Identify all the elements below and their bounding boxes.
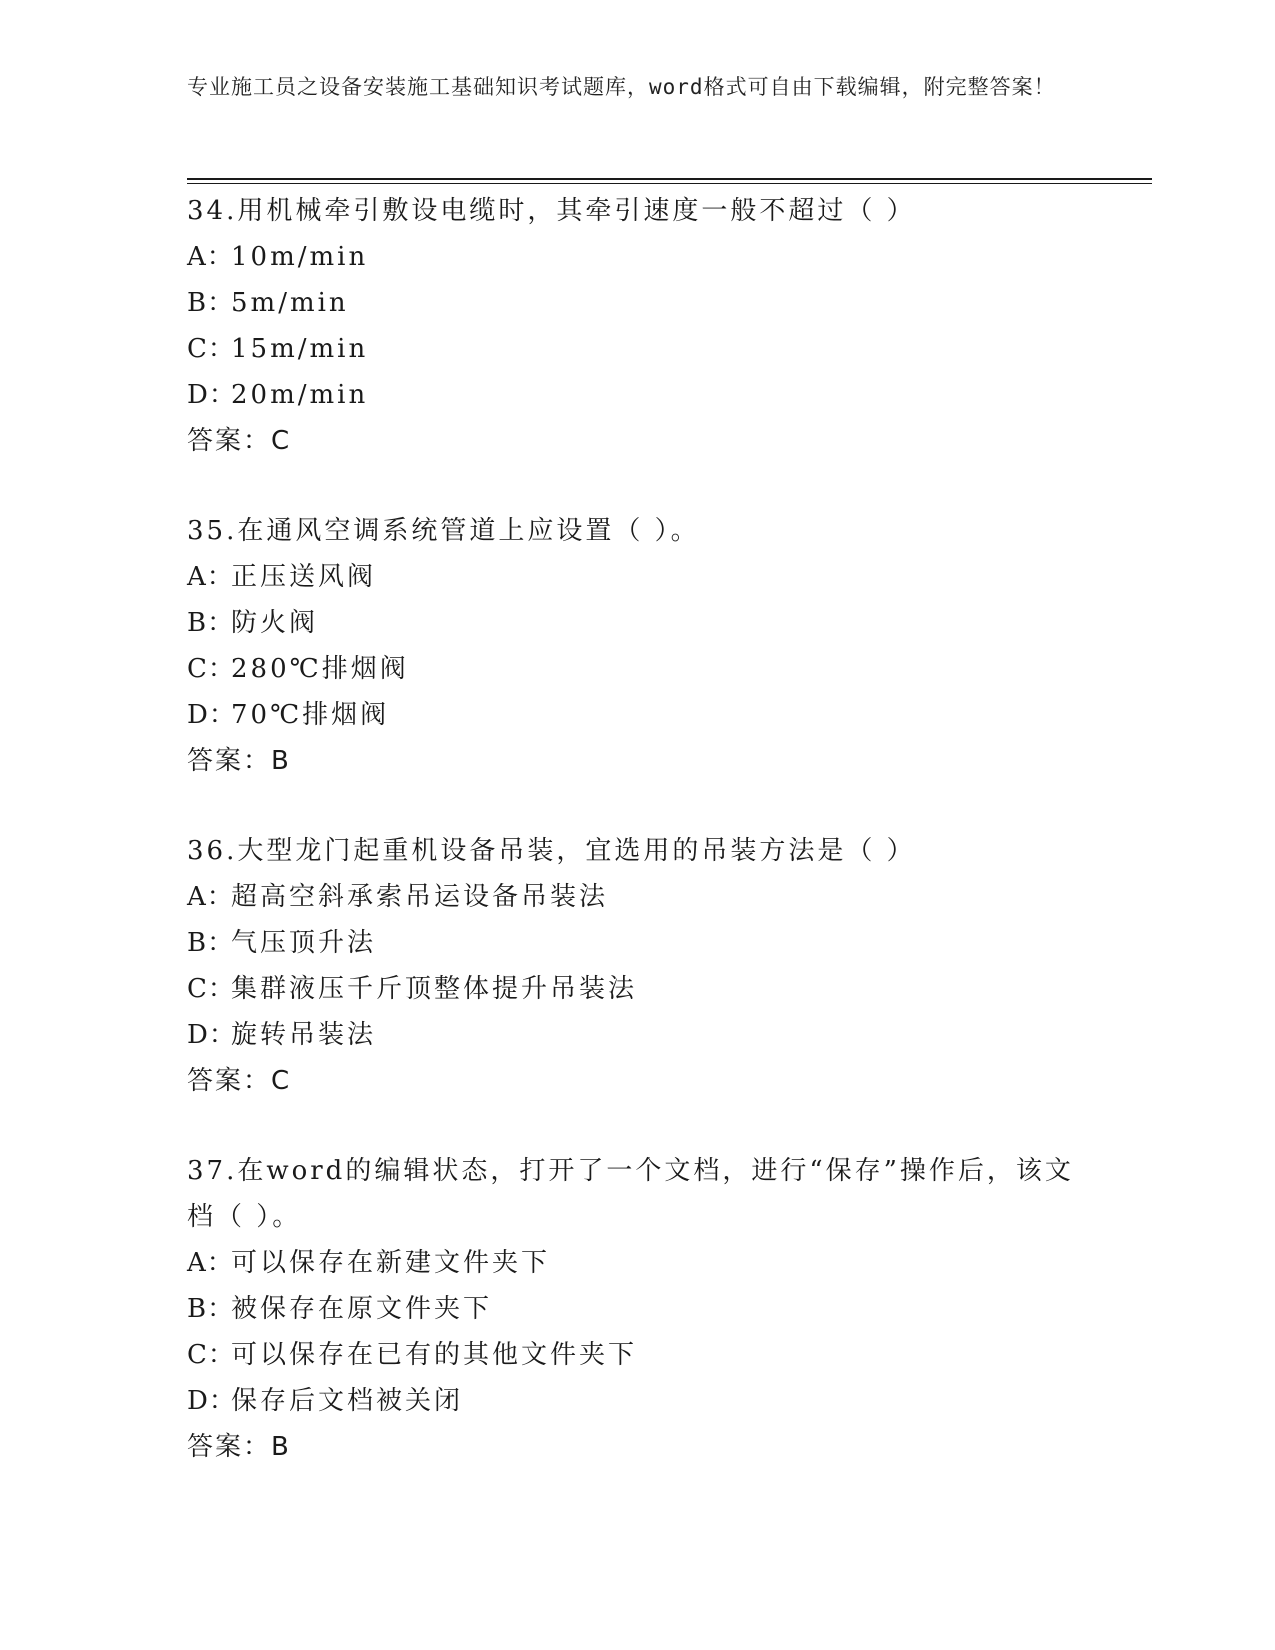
answer: 答案：C [187, 1066, 292, 1096]
option-key: A： [187, 882, 234, 912]
option-text: 超高空斜承索吊运设备吊装法 [231, 882, 609, 912]
option-b [187, 280, 1087, 326]
option-a [187, 554, 1087, 600]
question-stem: 36.大型龙门起重机设备吊装，宜选用的吊装方法是（ ） [187, 836, 916, 866]
option-key: B： [187, 608, 235, 638]
question-stem: 37.在word的编辑状态，打开了一个文档，进行“保存”操作后，该文档（ ）。 [187, 1156, 1074, 1232]
option-key: A： [187, 562, 234, 592]
question-36 [187, 828, 1087, 1104]
option-text: 正压送风阀 [231, 562, 377, 592]
option-text: 70℃排烟阀 [231, 700, 390, 730]
question-stem: 35.在通风空调系统管道上应设置（ ）。 [187, 516, 700, 546]
option-text: 气压顶升法 [231, 928, 377, 958]
option-b [187, 920, 1087, 966]
option-text: 旋转吊装法 [231, 1020, 377, 1050]
option-text: 5m/min [231, 288, 349, 318]
option-c [187, 646, 1087, 692]
option-key: A： [187, 242, 234, 272]
option-key: C： [187, 654, 235, 684]
option-b [187, 1286, 1087, 1332]
option-text: 被保存在原文件夹下 [231, 1294, 493, 1324]
option-key: D： [187, 1020, 236, 1050]
header-divider-thin [187, 183, 1152, 184]
question-34 [187, 188, 1087, 464]
option-key: D： [187, 1386, 236, 1416]
option-key: D： [187, 700, 236, 730]
answer: 答案：B [187, 746, 291, 776]
option-text: 防火阀 [231, 608, 319, 638]
option-d [187, 372, 1087, 418]
option-c [187, 326, 1087, 372]
option-key: B： [187, 928, 235, 958]
option-text: 可以保存在已有的其他文件夹下 [231, 1340, 638, 1370]
option-a [187, 1240, 1087, 1286]
option-key: D： [187, 380, 236, 410]
option-text: 保存后文档被关闭 [231, 1386, 464, 1416]
option-d [187, 1378, 1087, 1424]
option-key: B： [187, 1294, 235, 1324]
option-a [187, 234, 1087, 280]
option-text: 280℃排烟阀 [231, 654, 409, 684]
option-text: 15m/min [231, 334, 369, 364]
option-d [187, 692, 1087, 738]
option-text: 集群液压千斤顶整体提升吊装法 [231, 974, 638, 1004]
document-header: 专业施工员之设备安装施工基础知识考试题库，word格式可自由下载编辑，附完整答案！ [187, 75, 1056, 99]
question-35 [187, 508, 1087, 784]
option-text: 20m/min [231, 380, 369, 410]
option-key: B： [187, 288, 235, 318]
option-text: 10m/min [231, 242, 369, 272]
option-text: 可以保存在新建文件夹下 [231, 1248, 551, 1278]
option-a [187, 874, 1087, 920]
option-key: C： [187, 1340, 235, 1370]
option-c [187, 966, 1087, 1012]
header-divider-thick [187, 178, 1152, 180]
answer: 答案：C [187, 426, 292, 456]
option-d [187, 1012, 1087, 1058]
option-key: C： [187, 974, 235, 1004]
option-key: A： [187, 1248, 234, 1278]
question-37 [187, 1148, 1087, 1470]
question-stem: 34.用机械牵引敷设电缆时，其牵引速度一般不超过（ ） [187, 196, 916, 226]
option-c [187, 1332, 1087, 1378]
option-b [187, 600, 1087, 646]
option-key: C： [187, 334, 235, 364]
answer: 答案：B [187, 1432, 291, 1462]
